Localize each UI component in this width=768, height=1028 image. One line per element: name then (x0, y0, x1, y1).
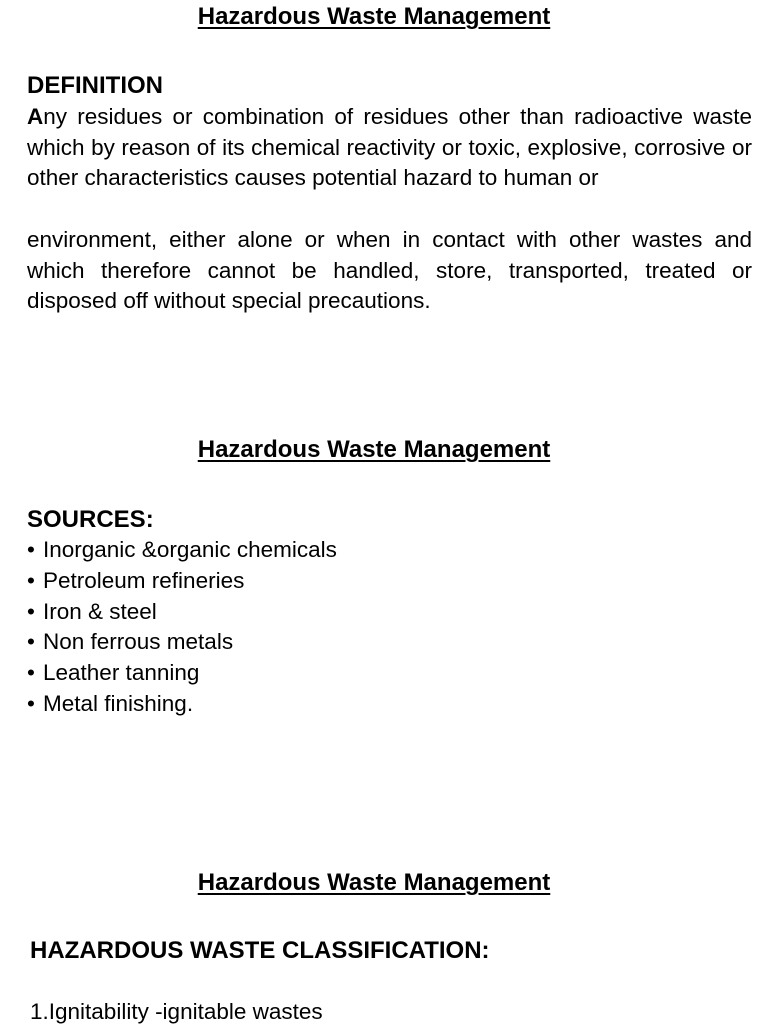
definition-text-1: ny residues or combination of residues other than radioactive waste which by reason of its chemical reactivity or toxic, explosive, corrosive or other characteristics causes potential hazard to human or (27, 104, 752, 190)
bullet-icon: • (27, 660, 35, 686)
bullet-icon: • (27, 690, 35, 716)
definition-paragraph-1 (27, 102, 752, 194)
list-item (27, 658, 337, 689)
sources-list (27, 535, 337, 720)
section-title-classification: Hazardous Waste Management (197, 869, 551, 896)
list-item-text: Non ferrous metals (43, 629, 234, 655)
definition-first-letter: A (27, 104, 44, 129)
list-item-text: Inorganic &organic chemicals (43, 537, 337, 562)
list-item-text: Metal finishing. (43, 690, 194, 716)
section-title-definition: Hazardous Waste Management (197, 3, 551, 30)
list-item-text: Leather tanning (43, 660, 200, 686)
bullet-icon: • (27, 537, 35, 562)
list-item-text: Iron & steel (43, 598, 157, 624)
definition-heading: DEFINITION (27, 72, 163, 99)
list-item (27, 535, 337, 566)
list-item (27, 627, 337, 658)
list-item (27, 566, 337, 597)
section-title-sources: Hazardous Waste Management (197, 436, 551, 463)
bullet-icon: • (27, 598, 35, 624)
classification-item-1: 1.Ignitability -ignitable wastes (30, 999, 323, 1024)
sources-heading: SOURCES: (27, 506, 154, 533)
list-item-text: Petroleum refineries (43, 567, 245, 593)
bullet-icon: • (27, 567, 35, 593)
list-item (27, 597, 337, 628)
list-item (27, 689, 337, 720)
classification-heading: HAZARDOUS WASTE CLASSIFICATION: (30, 937, 490, 964)
bullet-icon: • (27, 629, 35, 655)
definition-paragraph-2: environment, either alone or when in contact with other wastes and which therefore cannot be handled, store, transported, treated or disposed off without special precautions. (27, 227, 752, 313)
